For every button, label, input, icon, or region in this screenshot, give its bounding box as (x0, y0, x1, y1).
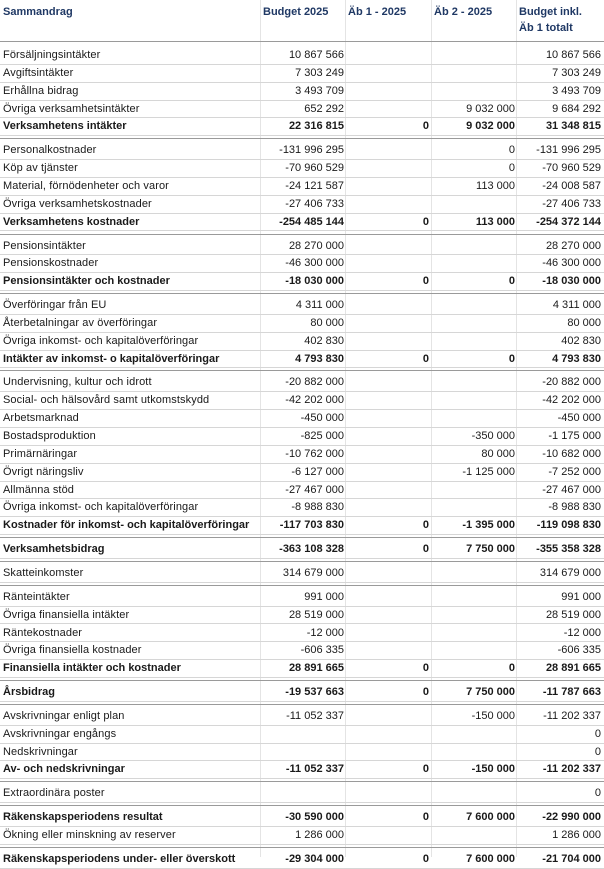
cell-t: -20 882 000 (542, 376, 601, 389)
row-label: Räkenskapsperiodens under- eller överskott (3, 852, 236, 865)
table-subtotal-row (0, 351, 604, 369)
table-row (0, 47, 604, 65)
section-separator (0, 234, 604, 235)
cell-a2: 113 000 (475, 215, 515, 228)
table-row (0, 374, 604, 392)
cell-a2: -350 000 (471, 430, 515, 442)
row-divider (0, 290, 604, 291)
cell-t: -27 406 733 (542, 197, 601, 210)
cell-b: 7 303 249 (295, 66, 344, 79)
cell-a1: 0 (422, 763, 429, 776)
table-row (0, 333, 604, 351)
cell-t: 28 891 665 (545, 662, 601, 675)
row-label: Övriga verksamhetsintäkter (3, 102, 140, 115)
cell-b: -12 000 (306, 626, 344, 639)
row-label: Övriga finansiella kostnader (3, 644, 142, 657)
table-row (0, 297, 604, 315)
table-row (0, 142, 604, 160)
table-row (0, 482, 604, 500)
table-row (0, 446, 604, 464)
cell-t: -7 252 000 (548, 465, 601, 478)
cell-b: 28 519 000 (288, 608, 344, 621)
cell-b: -11 052 337 (286, 709, 344, 722)
cell-a1: 0 (422, 120, 429, 133)
table-subtotal-row (0, 660, 604, 678)
section-separator (0, 293, 604, 294)
cell-b: -825 000 (300, 430, 344, 442)
table-row (0, 65, 604, 83)
table-row (0, 101, 604, 119)
table-row (0, 726, 604, 744)
row-label: Verksamhetsbidrag (3, 543, 105, 556)
row-label: Intäkter av inkomst- o kapitalöverföringar (3, 352, 220, 365)
cell-b: 314 679 000 (282, 566, 344, 579)
header-budget-2025: Budget 2025 (263, 6, 329, 18)
cell-b: 22 316 815 (288, 120, 344, 133)
row-label: Överföringar från EU (3, 299, 107, 312)
cell-a1: 0 (422, 215, 429, 228)
row-label: Försäljningsintäkter (3, 49, 101, 61)
header-ab1-2025: Äb 1 - 2025 (348, 6, 407, 18)
row-label: Pensionsintäkter (3, 239, 86, 252)
section-separator (0, 704, 604, 705)
section-separator (0, 680, 604, 681)
row-label: Räkenskapsperiodens resultat (3, 811, 163, 824)
cell-t: 4 793 830 (552, 352, 601, 365)
cell-b: -46 300 000 (285, 257, 344, 270)
cell-a2: 7 600 000 (466, 811, 515, 824)
cell-a1: 0 (422, 686, 429, 699)
cell-t: -8 988 830 (548, 501, 601, 514)
table-row (0, 238, 604, 256)
section-separator (0, 138, 604, 139)
table-row (0, 708, 604, 726)
row-label: Avskrivningar engångs (3, 727, 117, 740)
table-row (0, 642, 604, 660)
cell-a1: 0 (422, 662, 429, 675)
table-row (0, 464, 604, 482)
cell-a1: 0 (422, 519, 429, 532)
cell-b: 80 000 (310, 316, 344, 329)
cell-t: -42 202 000 (542, 394, 601, 407)
table-row (0, 83, 604, 101)
cell-t: -355 358 328 (536, 543, 601, 556)
cell-b: -29 304 000 (285, 852, 344, 865)
cell-t: -254 372 144 (536, 215, 601, 228)
cell-a2: 0 (508, 662, 515, 675)
table-subtotal-row (0, 809, 604, 827)
table-row (0, 160, 604, 178)
cell-b: -606 335 (300, 644, 344, 657)
section-separator (0, 781, 604, 782)
table-row (0, 255, 604, 273)
cell-a2: 113 000 (476, 179, 515, 192)
row-label: Verksamhetens kostnader (3, 215, 140, 228)
row-label: Årsbidrag (3, 686, 55, 699)
section-separator (0, 847, 604, 848)
row-divider (0, 844, 604, 845)
row-label: Primärnäringar (3, 447, 78, 460)
table-row (0, 178, 604, 196)
cell-b: 28 270 000 (288, 239, 344, 252)
cell-t: 0 (594, 745, 601, 758)
cell-a2: -1 395 000 (462, 519, 515, 532)
row-label: Verksamhetens intäkter (3, 120, 127, 133)
row-label: Extraordinära poster (3, 787, 105, 800)
cell-t: 28 519 000 (545, 608, 601, 621)
row-divider (0, 582, 604, 583)
cell-b: -6 127 000 (291, 465, 344, 478)
cell-b: 4 793 830 (295, 352, 344, 365)
cell-b: -450 000 (300, 412, 344, 425)
row-label: Arbetsmarknad (3, 412, 79, 425)
cell-t: -18 030 000 (542, 275, 601, 288)
row-label: Erhållna bidrag (3, 84, 79, 97)
cell-a1: 0 (422, 852, 429, 865)
cell-t: 0 (594, 787, 601, 800)
cell-a2: 0 (508, 352, 515, 365)
cell-t: 4 311 000 (552, 299, 601, 312)
table-row (0, 499, 604, 517)
table-subtotal-row (0, 214, 604, 232)
cell-t: 3 493 709 (552, 84, 601, 97)
cell-t: -12 000 (563, 626, 601, 639)
cell-a1: 0 (422, 275, 429, 288)
cell-b: -254 485 144 (279, 215, 344, 228)
row-label: Bostadsproduktion (3, 430, 96, 442)
cell-b: -10 762 000 (285, 447, 344, 460)
table-row (0, 827, 604, 845)
section-separator (0, 805, 604, 806)
cell-t: 9 684 292 (552, 102, 601, 115)
row-divider (0, 802, 604, 803)
cell-a2: -150 000 (471, 763, 515, 776)
table-row (0, 565, 604, 583)
cell-t: 80 000 (567, 316, 601, 329)
cell-b: -42 202 000 (285, 394, 344, 407)
cell-b: -27 406 733 (285, 197, 344, 210)
cell-t: -606 335 (557, 644, 601, 657)
cell-a2: 0 (508, 275, 515, 288)
section-separator (0, 41, 604, 42)
cell-a2: -150 000 (471, 709, 515, 722)
cell-t: -11 202 337 (542, 763, 601, 776)
cell-b: -117 703 830 (279, 519, 344, 532)
row-label: Avgiftsintäkter (3, 66, 74, 79)
cell-t: 402 830 (561, 334, 601, 347)
cell-t: 0 (594, 727, 601, 740)
cell-t: -22 990 000 (542, 811, 601, 824)
row-label: Pensionsintäkter och kostnader (3, 275, 170, 288)
row-label: Ökning eller minskning av reserver (3, 829, 176, 841)
cell-b: 1 286 000 (295, 829, 344, 841)
cell-b: -27 467 000 (285, 483, 344, 496)
cell-b: 4 311 000 (295, 299, 344, 312)
cell-a1: 0 (422, 352, 429, 365)
cell-b: -131 996 295 (279, 144, 344, 157)
cell-b: 28 891 665 (288, 662, 344, 675)
cell-t: -11 787 663 (542, 686, 601, 699)
row-divider (0, 230, 604, 231)
row-label: Finansiella intäkter och kostnader (3, 662, 181, 675)
table-row (0, 607, 604, 625)
header-budget-incl-line1: Budget inkl. (519, 6, 582, 18)
table-row (0, 410, 604, 428)
table-row (0, 196, 604, 214)
cell-a2: 0 (508, 162, 515, 175)
cell-a2: 0 (508, 144, 515, 157)
cell-b: -8 988 830 (291, 501, 344, 514)
cell-t: -119 098 830 (536, 519, 601, 532)
table-subtotal-row (0, 684, 604, 702)
row-label: Övriga inkomst- och kapitalöverföringar (3, 501, 199, 514)
table-subtotal-row (0, 541, 604, 559)
cell-t: -450 000 (557, 412, 601, 425)
table-row (0, 392, 604, 410)
cell-a2: 7 750 000 (466, 686, 515, 699)
cell-a2: 9 032 000 (466, 120, 515, 133)
cell-t: 28 270 000 (545, 239, 601, 252)
section-separator (0, 370, 604, 371)
row-label: Återbetalningar av överföringar (3, 316, 158, 329)
cell-a2: -1 125 000 (462, 465, 515, 478)
cell-b: 652 292 (304, 102, 344, 115)
cell-a2: 7 600 000 (466, 852, 515, 865)
header-budget-incl-line2: Äb 1 totalt (519, 22, 573, 34)
cell-t: 10 867 566 (545, 49, 601, 61)
row-divider (0, 534, 604, 535)
cell-t: 991 000 (561, 590, 601, 603)
table-row (0, 428, 604, 446)
row-divider (0, 701, 604, 702)
row-label: Nedskrivningar (3, 745, 78, 758)
row-label: Social- och hälsovård samt utkomstskydd (3, 394, 210, 407)
table-row (0, 315, 604, 333)
header-title: Sammandrag (3, 6, 73, 18)
table-subtotal-row (0, 761, 604, 779)
cell-t: -10 682 000 (542, 447, 601, 460)
row-label: Övriga finansiella intäkter (3, 608, 130, 621)
cell-a2: 7 750 000 (466, 543, 515, 556)
row-label: Övriga verksamhetskostnader (3, 197, 152, 210)
cell-b: -24 121 587 (285, 179, 344, 192)
row-label: Räntekostnader (3, 626, 83, 639)
cell-b: 991 000 (304, 590, 344, 603)
table-subtotal-row (0, 851, 604, 869)
cell-t: -11 202 337 (543, 709, 601, 722)
cell-b: 10 867 566 (288, 49, 344, 61)
table-subtotal-row (0, 273, 604, 291)
section-separator (0, 585, 604, 586)
cell-a1: 0 (422, 811, 429, 824)
row-label: Övrigt näringsliv (3, 465, 84, 478)
row-label: Avskrivningar enligt plan (3, 709, 125, 722)
section-separator (0, 537, 604, 538)
table-row (0, 625, 604, 643)
row-label: Material, förnödenheter och varor (3, 179, 169, 192)
cell-b: -11 052 337 (285, 763, 344, 776)
row-divider (0, 135, 604, 136)
cell-t: -24 008 587 (542, 179, 601, 192)
row-divider (0, 778, 604, 779)
row-label: Personalkostnader (3, 144, 97, 157)
cell-b: -30 590 000 (285, 811, 344, 824)
row-label: Allmänna stöd (3, 483, 75, 496)
row-label: Undervisning, kultur och idrott (3, 376, 152, 389)
cell-a2: 9 032 000 (466, 102, 515, 115)
cell-b: 3 493 709 (295, 84, 344, 97)
row-divider (0, 367, 604, 368)
cell-b: -18 030 000 (285, 275, 344, 288)
cell-t: 314 679 000 (539, 566, 601, 579)
cell-b: -363 108 328 (279, 543, 344, 556)
cell-a2: 80 000 (481, 447, 515, 460)
row-divider (0, 677, 604, 678)
cell-b: -19 537 663 (285, 686, 344, 699)
cell-t: 1 286 000 (552, 829, 601, 841)
cell-b: -20 882 000 (285, 376, 344, 389)
table-subtotal-row (0, 517, 604, 535)
row-label: Köp av tjänster (3, 162, 78, 175)
header-ab2-2025: Äb 2 - 2025 (434, 6, 493, 18)
table-subtotal-row (0, 118, 604, 136)
cell-t: 31 348 815 (545, 120, 601, 133)
cell-t: -46 300 000 (542, 257, 601, 270)
table-row (0, 744, 604, 762)
cell-t: -1 175 000 (548, 430, 601, 442)
cell-b: -70 960 529 (285, 162, 344, 175)
row-label: Övriga inkomst- och kapitalöverföringar (3, 334, 199, 347)
row-label: Av- och nedskrivningar (3, 763, 125, 776)
cell-t: 7 303 249 (552, 66, 601, 79)
cell-t: -21 704 000 (542, 852, 601, 865)
table-row (0, 589, 604, 607)
cell-t: -27 467 000 (542, 483, 601, 496)
row-label: Kostnader för inkomst- och kapitalöverföringar (3, 519, 250, 532)
cell-t: -131 996 295 (536, 144, 601, 157)
cell-a1: 0 (422, 543, 429, 556)
cell-b: 402 830 (304, 334, 344, 347)
row-divider (0, 558, 604, 559)
table-row (0, 785, 604, 803)
row-label: Pensionskostnader (3, 257, 99, 270)
section-separator (0, 561, 604, 562)
row-label: Skatteinkomster (3, 566, 84, 579)
cell-t: -70 960 529 (542, 162, 601, 175)
row-label: Ränteintäkter (3, 590, 70, 603)
